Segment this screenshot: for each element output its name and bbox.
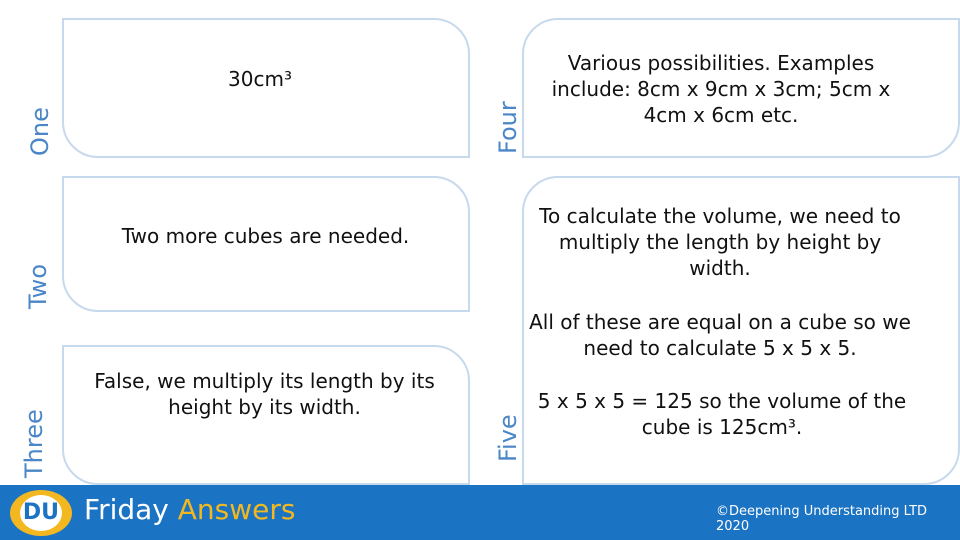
- du-logo-icon: [10, 490, 72, 536]
- card-four-label: Four: [494, 101, 522, 154]
- card-five-intro: To calculate the volume, we need to multiply the length by height by width.: [539, 204, 901, 280]
- card-two-label: Two: [24, 264, 52, 309]
- footer-title-word2: Answers: [177, 493, 296, 526]
- card-three-label: Three: [20, 409, 48, 478]
- card-five-label: Five: [494, 414, 522, 462]
- card-one-label: One: [26, 107, 54, 156]
- copyright-text: ©Deepening Understanding LTD 2020: [716, 504, 928, 534]
- footer-bar: [0, 485, 960, 540]
- card-four-answer: Various possibilities. Examples include: 8cm x 9cm x 3cm; 5cm x 4cm x 6cm etc.: [551, 51, 891, 127]
- card-five-result: 5 x 5 x 5 = 125 so the volume of the cube is 125cm³.: [537, 389, 907, 439]
- card-five-middle: All of these are equal on a cube so we need to calculate 5 x 5 x 5.: [529, 310, 911, 360]
- du-logo-text: DU: [20, 495, 62, 531]
- card-one-answer: 30cm³: [228, 67, 292, 91]
- footer-title-word1: Friday: [84, 493, 169, 526]
- footer-title: [84, 493, 296, 526]
- card-three-answer: False, we multiply its length by its height by its width.: [94, 369, 435, 419]
- card-two-answer: Two more cubes are needed.: [121, 224, 410, 248]
